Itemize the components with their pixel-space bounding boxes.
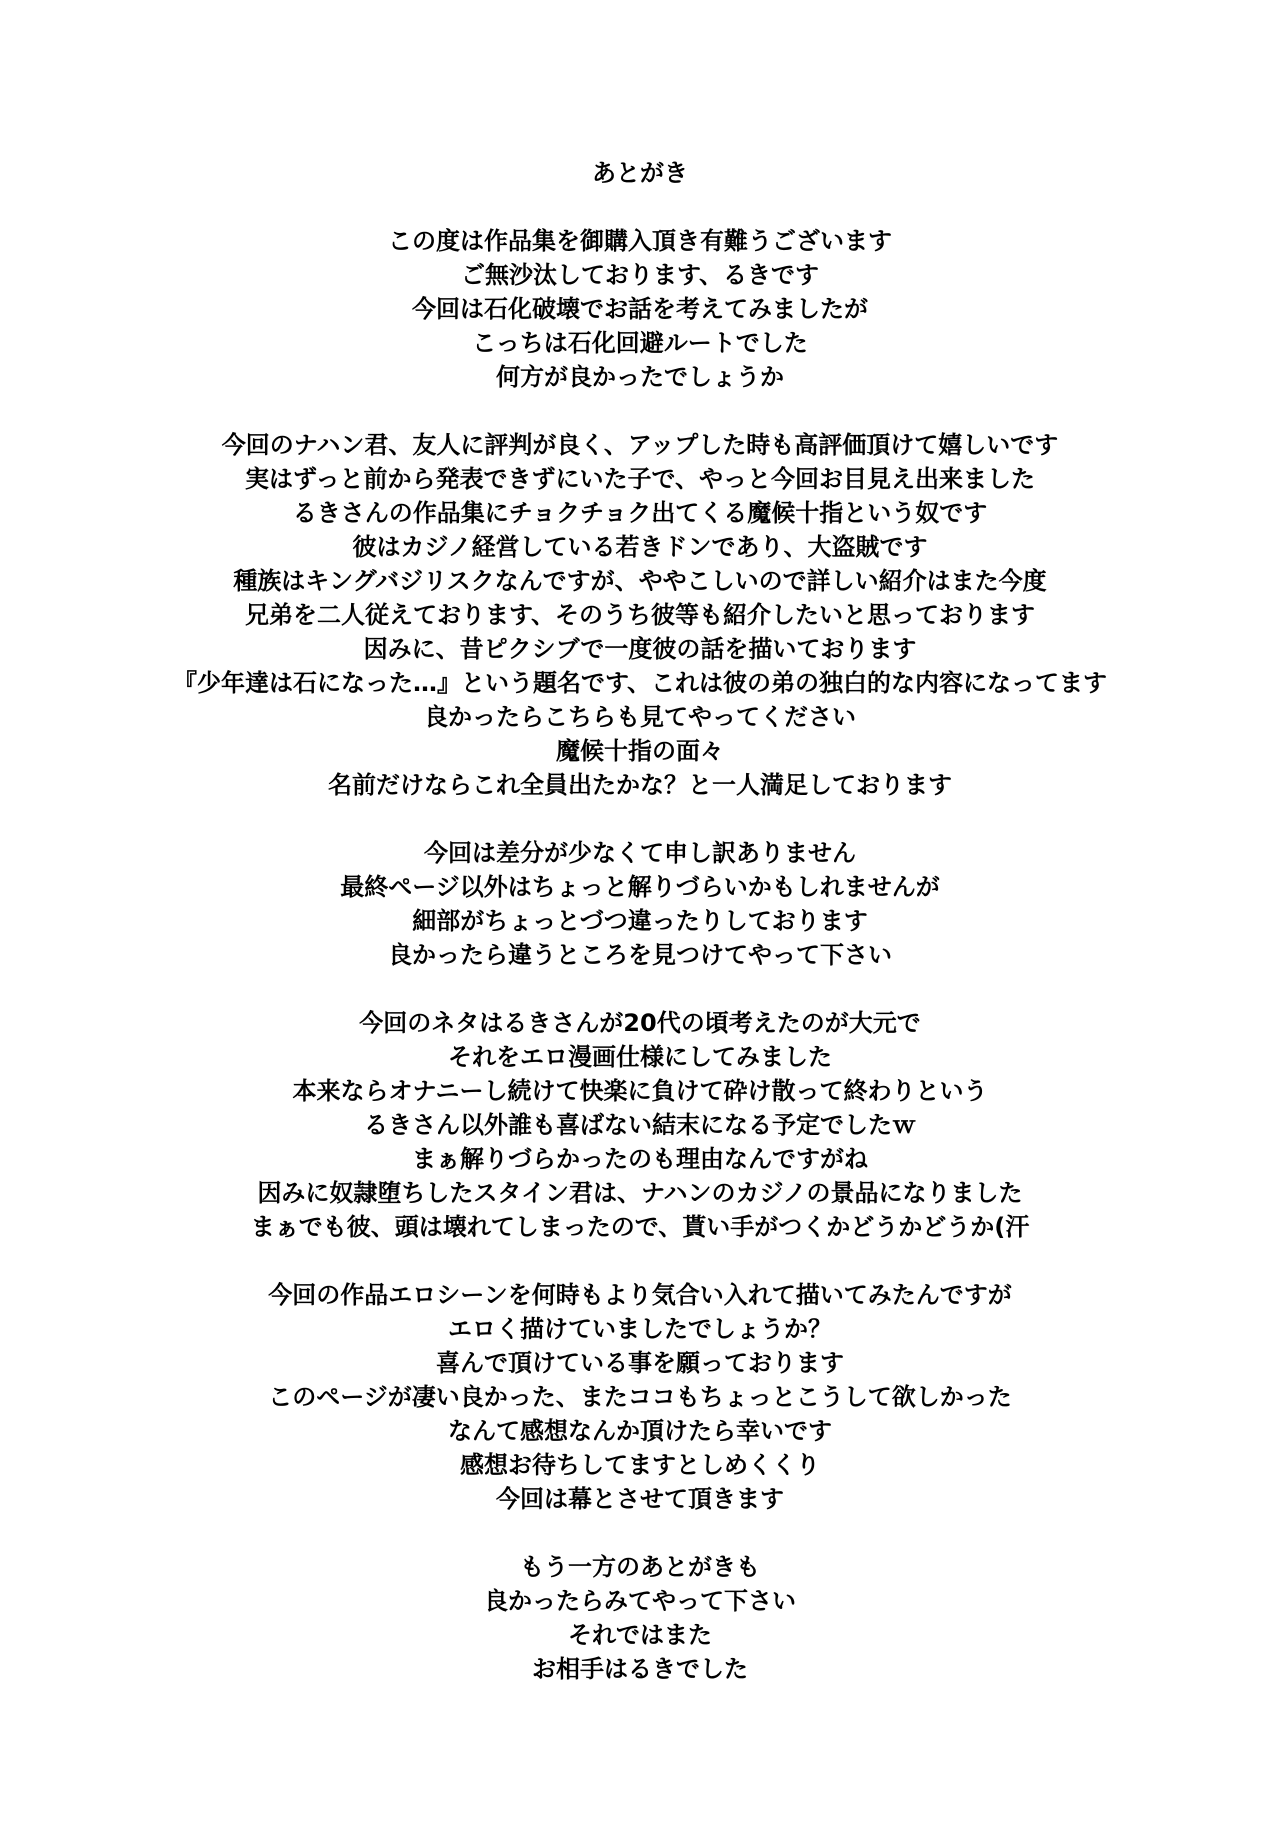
text-line: 魔候十指の面々	[556, 737, 724, 765]
paragraph-feedback	[0, 1278, 1280, 1516]
text-line: 因みに奴隷堕ちしたスタイン君は、ナハンのカジノの景品になりました	[257, 1179, 1023, 1207]
text-line: このページが凄い良かった、またココもちょっとこうして欲しかった	[268, 1383, 1012, 1411]
paragraph-spacer	[0, 802, 1280, 836]
text-line: 名前だけならこれ全員出たかな？と一人満足しております	[328, 771, 952, 799]
text-line: 喜んで頂けている事を願っております	[436, 1349, 844, 1377]
text-line: それではまた	[568, 1621, 712, 1649]
text-line: 『少年達は石になった…』という題名です、これは彼の弟の独白的な内容になってます	[172, 669, 1108, 697]
paragraph-greeting	[0, 224, 1280, 394]
text-line: ご無沙汰しております、るきです	[460, 261, 820, 289]
text-line: るきさんの作品集にチョクチョク出てくる魔候十指という奴です	[292, 499, 988, 527]
text-line: 良かったらこちらも見てやってください	[424, 703, 856, 731]
paragraph-closing	[0, 1550, 1280, 1686]
text-line: 今回は石化破壊でお話を考えてみましたが	[412, 295, 868, 323]
text-line: 今回は差分が少なくて申し訳ありません	[424, 839, 856, 867]
text-line: もう一方のあとがきも	[520, 1553, 760, 1581]
text-line: こっちは石化回避ルートでした	[472, 329, 808, 357]
text-line: 最終ページ以外はちょっと解りづらいかもしれませんが	[340, 873, 940, 901]
text-line: それをエロ漫画仕様にしてみました	[448, 1043, 832, 1071]
text-line: 今回のネタはるきさんが20代の頃考えたのが大元で	[359, 1009, 921, 1037]
afterword-title: あとがき	[592, 159, 688, 187]
text-line: 今回の作品エロシーンを何時もより気合い入れて描いてみたんですが	[268, 1281, 1012, 1309]
text-line: 本来ならオナニーし続けて快楽に負けて砕け散って終わりという	[292, 1077, 988, 1105]
paragraph-spacer	[0, 1244, 1280, 1278]
paragraph-spacer	[0, 394, 1280, 428]
paragraph-variants	[0, 836, 1280, 972]
text-line: 今回は幕とさせて頂きます	[496, 1485, 784, 1513]
text-line: なんて感想なんか頂けたら幸いです	[448, 1417, 832, 1445]
text-line: お相手はるきでした	[532, 1655, 748, 1683]
text-line: エロく描けていましたでしょうか？	[448, 1315, 832, 1343]
text-line: 感想お待ちしてますとしめくくり	[460, 1451, 820, 1479]
text-line: 良かったらみてやって下さい	[484, 1587, 796, 1615]
paragraph-spacer	[0, 972, 1280, 1006]
text-line: 実はずっと前から発表できずにいた子で、やっと今回お目見え出来ました	[244, 465, 1036, 493]
afterword-text-block	[0, 156, 1280, 1686]
text-line: 種族はキングバジリスクなんですが、ややこしいので詳しい紹介はまた今度	[233, 567, 1047, 595]
text-line: この度は作品集を御購入頂き有難うございます	[388, 227, 892, 255]
text-line: 何方が良かったでしょうか	[496, 363, 784, 391]
text-line: るきさん以外誰も喜ばない結末になる予定でしたｗ	[364, 1111, 916, 1139]
paragraph-spacer	[0, 1516, 1280, 1550]
text-line: 細部がちょっとづつ違ったりしております	[412, 907, 868, 935]
text-line: まぁ解りづらかったのも理由なんですがね	[412, 1145, 868, 1173]
text-line: 彼はカジノ経営している若きドンであり、大盗賊です	[352, 533, 928, 561]
text-line: 今回のナハン君、友人に評判が良く、アップした時も高評価頂けて嬉しいです	[221, 431, 1059, 459]
paragraph-character	[0, 428, 1280, 802]
paragraph-origin	[0, 1006, 1280, 1244]
text-line: 兄弟を二人従えております、そのうち彼等も紹介したいと思っております	[244, 601, 1036, 629]
text-line: まぁでも彼、頭は壊れてしまったので、貰い手がつくかどうかどうか(汗	[250, 1213, 1030, 1241]
title-spacer	[0, 190, 1280, 224]
text-line: 良かったら違うところを見つけてやって下さい	[388, 941, 892, 969]
text-line: 因みに、昔ピクシブで一度彼の話を描いております	[363, 635, 917, 663]
